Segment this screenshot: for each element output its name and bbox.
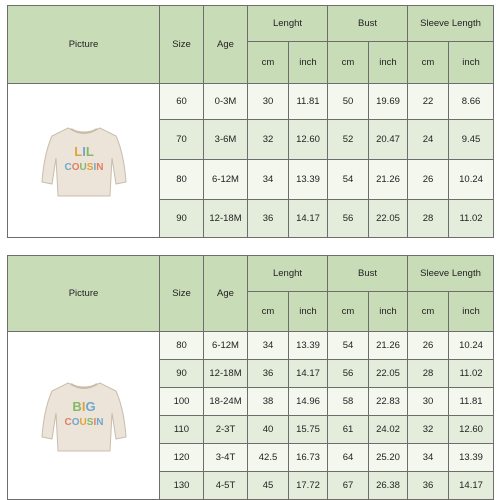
age-header: Age — [204, 256, 248, 332]
big-print: BIG — [71, 398, 96, 414]
length-inch-cell: 14.96 — [289, 388, 328, 416]
age-cell: 3-4T — [204, 444, 248, 472]
sleeve-inch-cell: 9.45 — [449, 120, 494, 160]
bust-cm-cell: 67 — [328, 472, 369, 500]
age-cell: 3-6M — [204, 120, 248, 160]
sleeve-cm-cell: 30 — [408, 388, 449, 416]
lil-print: LIL — [73, 143, 94, 159]
length-inch-cell: 14.17 — [289, 200, 328, 238]
bust-inch-cell: 22.05 — [369, 200, 408, 238]
bust-cm-cell: 58 — [328, 388, 369, 416]
sleeve-inch-cell: 11.02 — [449, 200, 494, 238]
age-header: Age — [204, 6, 248, 84]
length-cm-header: cm — [248, 42, 289, 84]
age-cell: 4-5T — [204, 472, 248, 500]
sleeve-inch-cell: 13.39 — [449, 444, 494, 472]
length-header: Lenght — [248, 256, 328, 292]
bust-inch-cell: 21.26 — [369, 160, 408, 200]
sleeve-cm-cell: 34 — [408, 444, 449, 472]
age-cell: 2-3T — [204, 416, 248, 444]
bust-cm-header: cm — [328, 42, 369, 84]
cousin-print: COUSIN — [64, 416, 103, 428]
sleeve-cm-cell: 22 — [408, 84, 449, 120]
product-image-cell — [8, 332, 160, 500]
length-inch-header: inch — [289, 292, 328, 332]
length-cm-cell: 38 — [248, 388, 289, 416]
bust-inch-cell: 24.02 — [369, 416, 408, 444]
age-cell: 12-18M — [204, 200, 248, 238]
lil-cousin-sweatshirt-icon — [38, 118, 130, 204]
length-inch-cell: 12.60 — [289, 120, 328, 160]
bust-header: Bust — [328, 256, 408, 292]
bust-cm-cell: 54 — [328, 332, 369, 360]
age-cell: 0-3M — [204, 84, 248, 120]
length-cm-cell: 40 — [248, 416, 289, 444]
cousin-print: COUSIN — [64, 161, 103, 173]
bust-inch-cell: 22.05 — [369, 360, 408, 388]
length-inch-header: inch — [289, 42, 328, 84]
length-cm-cell: 42.5 — [248, 444, 289, 472]
sleeve-inch-cell: 8.66 — [449, 84, 494, 120]
bust-inch-cell: 19.69 — [369, 84, 408, 120]
sleeve-inch-cell: 11.81 — [449, 388, 494, 416]
bust-cm-cell: 54 — [328, 160, 369, 200]
size-cell: 80 — [160, 332, 204, 360]
big-cousin-sweatshirt-icon — [38, 373, 130, 459]
bust-cm-header: cm — [328, 292, 369, 332]
size-cell: 110 — [160, 416, 204, 444]
length-inch-cell: 15.75 — [289, 416, 328, 444]
age-cell: 18-24M — [204, 388, 248, 416]
bust-inch-cell: 20.47 — [369, 120, 408, 160]
table-row — [8, 332, 494, 360]
age-cell: 6-12M — [204, 160, 248, 200]
sleeve-inch-header: inch — [449, 42, 494, 84]
sleeve-header: Sleeve Length — [408, 256, 494, 292]
sleeve-inch-cell: 11.02 — [449, 360, 494, 388]
bust-inch-cell: 26.38 — [369, 472, 408, 500]
length-inch-cell: 13.39 — [289, 332, 328, 360]
sleeve-cm-header: cm — [408, 42, 449, 84]
length-inch-cell: 14.17 — [289, 360, 328, 388]
picture-header: Picture — [8, 6, 160, 84]
sleeve-cm-header: cm — [408, 292, 449, 332]
sleeve-cm-cell: 32 — [408, 416, 449, 444]
size-chart-table-1 — [7, 5, 494, 238]
size-cell: 90 — [160, 200, 204, 238]
sleeve-cm-cell: 36 — [408, 472, 449, 500]
size-cell: 80 — [160, 160, 204, 200]
size-cell: 70 — [160, 120, 204, 160]
sleeve-inch-cell: 10.24 — [449, 332, 494, 360]
sleeve-inch-header: inch — [449, 292, 494, 332]
length-header: Lenght — [248, 6, 328, 42]
table-row — [8, 84, 494, 120]
bust-cm-cell: 61 — [328, 416, 369, 444]
size-cell: 130 — [160, 472, 204, 500]
bust-header: Bust — [328, 6, 408, 42]
size-cell: 90 — [160, 360, 204, 388]
age-cell: 12-18M — [204, 360, 248, 388]
bust-cm-cell: 56 — [328, 200, 369, 238]
bust-cm-cell: 56 — [328, 360, 369, 388]
bust-cm-cell: 50 — [328, 84, 369, 120]
sleeve-inch-cell: 12.60 — [449, 416, 494, 444]
bust-inch-cell: 21.26 — [369, 332, 408, 360]
length-cm-cell: 45 — [248, 472, 289, 500]
bust-inch-header: inch — [369, 42, 408, 84]
sleeve-cm-cell: 24 — [408, 120, 449, 160]
bust-inch-header: inch — [369, 292, 408, 332]
length-cm-cell: 30 — [248, 84, 289, 120]
length-cm-cell: 32 — [248, 120, 289, 160]
sleeve-cm-cell: 28 — [408, 360, 449, 388]
bust-inch-cell: 22.83 — [369, 388, 408, 416]
size-chart-table-2 — [7, 255, 494, 500]
sleeve-header: Sleeve Length — [408, 6, 494, 42]
size-cell: 120 — [160, 444, 204, 472]
length-inch-cell: 17.72 — [289, 472, 328, 500]
sleeve-cm-cell: 26 — [408, 160, 449, 200]
length-cm-header: cm — [248, 292, 289, 332]
sleeve-inch-cell: 14.17 — [449, 472, 494, 500]
length-inch-cell: 16.73 — [289, 444, 328, 472]
size-cell: 100 — [160, 388, 204, 416]
size-header: Size — [160, 256, 204, 332]
bust-inch-cell: 25.20 — [369, 444, 408, 472]
length-inch-cell: 13.39 — [289, 160, 328, 200]
size-header: Size — [160, 6, 204, 84]
length-cm-cell: 34 — [248, 332, 289, 360]
age-cell: 6-12M — [204, 332, 248, 360]
sleeve-inch-cell: 10.24 — [449, 160, 494, 200]
sleeve-cm-cell: 28 — [408, 200, 449, 238]
sleeve-cm-cell: 26 — [408, 332, 449, 360]
size-cell: 60 — [160, 84, 204, 120]
product-image-cell — [8, 84, 160, 238]
length-cm-cell: 34 — [248, 160, 289, 200]
bust-cm-cell: 52 — [328, 120, 369, 160]
picture-header: Picture — [8, 256, 160, 332]
length-cm-cell: 36 — [248, 360, 289, 388]
length-inch-cell: 11.81 — [289, 84, 328, 120]
bust-cm-cell: 64 — [328, 444, 369, 472]
length-cm-cell: 36 — [248, 200, 289, 238]
